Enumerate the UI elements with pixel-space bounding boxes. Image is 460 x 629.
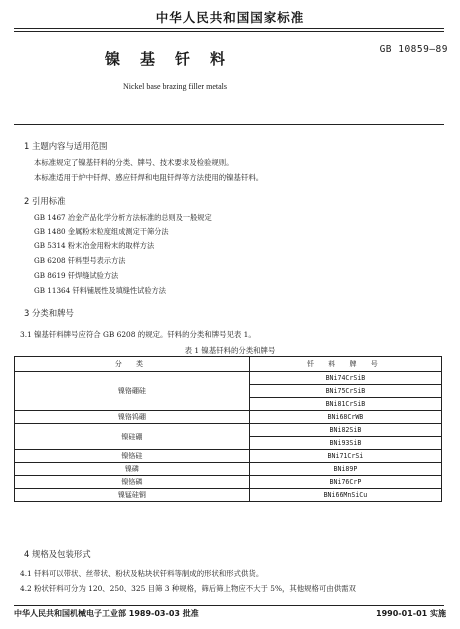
- table-row: [15, 476, 442, 489]
- standard-number: GB 10859—89: [379, 44, 448, 55]
- reference-item: GB 5314 粉末冶金用粉末的取样方法: [34, 241, 155, 250]
- section-1-paragraph-1: 本标准规定了镍基钎料的分类、牌号、技术要求及检验规则。: [34, 158, 234, 167]
- table-row: [15, 424, 442, 437]
- reference-item: GB 1467 冶金产品化学分析方法标准的总则及一般规定: [34, 213, 212, 222]
- category-cell: 镍磷: [15, 463, 250, 476]
- grade-cell: BNi81CrSiB: [249, 398, 441, 411]
- document-title: 镍基钎料: [104, 50, 245, 68]
- table-row: [15, 463, 442, 476]
- document-title-english: Nickel base brazing filler metals: [123, 82, 227, 91]
- header-rule-thin: [14, 31, 444, 32]
- grade-cell: BNi68CrWB: [249, 411, 441, 424]
- clause-3-1: 3.1 镍基钎料牌号应符合 GB 6208 的规定。钎料的分类和牌号见表 1。: [20, 330, 256, 339]
- category-cell: 镍硅硼: [15, 424, 250, 450]
- section-1-heading: 1 主题内容与适用范围: [24, 141, 108, 151]
- category-cell: 镍锰硅铜: [15, 489, 250, 502]
- table-row: [15, 372, 442, 385]
- grade-cell: BNi89P: [249, 463, 441, 476]
- table-row: [15, 411, 442, 424]
- table-row: [15, 489, 442, 502]
- reference-item: GB 8619 钎焊缝试验方法: [34, 271, 119, 280]
- table-caption: 表 1 镍基钎料的分类和牌号: [184, 346, 276, 355]
- implementation-date: 1990-01-01 实施: [376, 609, 446, 618]
- grade-cell: BNi75CrSiB: [249, 385, 441, 398]
- section-1-paragraph-2: 本标准适用于炉中钎焊、感应钎焊和电阻钎焊等方法使用的镍基钎料。: [34, 173, 264, 182]
- clause-4-1: 4.1 钎料可以带状、丝带状、粉状及粘块状钎料等制成的形状和形式供货。: [20, 569, 264, 578]
- clause-4-2: 4.2 粉状钎料可分为 120、250、325 目筛 3 种规格，筛后筛上物应不大于 5%，其他规格可由供需双: [20, 584, 356, 593]
- grade-cell: BNi71CrSi: [249, 450, 441, 463]
- section-2-heading: 2 引用标准: [24, 196, 66, 206]
- header-rule: [14, 28, 444, 29]
- column-header-category: 分 类: [15, 357, 250, 372]
- grade-cell: BNi66MnSiCu: [249, 489, 441, 502]
- approval-line: 中华人民共和国机械电子工业部 1989-03-03 批准: [14, 609, 199, 618]
- category-cell: 镍铬钨硼: [15, 411, 250, 424]
- grade-cell: BNi74CrSiB: [249, 372, 441, 385]
- reference-item: GB 6208 钎料型号表示方法: [34, 256, 126, 265]
- reference-item: GB 1480 金属粉末粒度组成测定干筛分法: [34, 227, 169, 236]
- grade-cell: BNi76CrP: [249, 476, 441, 489]
- title-rule: [14, 124, 444, 125]
- grade-cell: BNi82SiB: [249, 424, 441, 437]
- category-cell: 镍铬硅: [15, 450, 250, 463]
- section-3-heading: 3 分类和牌号: [24, 308, 74, 318]
- column-header-grade: 钎 料 牌 号: [249, 357, 441, 372]
- grade-cell: BNi93SiB: [249, 437, 441, 450]
- category-cell: 镍铬磷: [15, 476, 250, 489]
- table-header-row: [15, 357, 442, 372]
- reference-item: GB 11364 钎料铺展性及填缝性试验方法: [34, 286, 166, 295]
- category-cell: 镍铬硼硅: [15, 372, 250, 411]
- section-4-heading: 4 规格及包装形式: [24, 549, 91, 559]
- table-row: [15, 450, 442, 463]
- issuer-heading: 中华人民共和国国家标准: [155, 10, 305, 25]
- brazing-filler-table: [14, 356, 442, 502]
- footer-rule: [14, 605, 444, 606]
